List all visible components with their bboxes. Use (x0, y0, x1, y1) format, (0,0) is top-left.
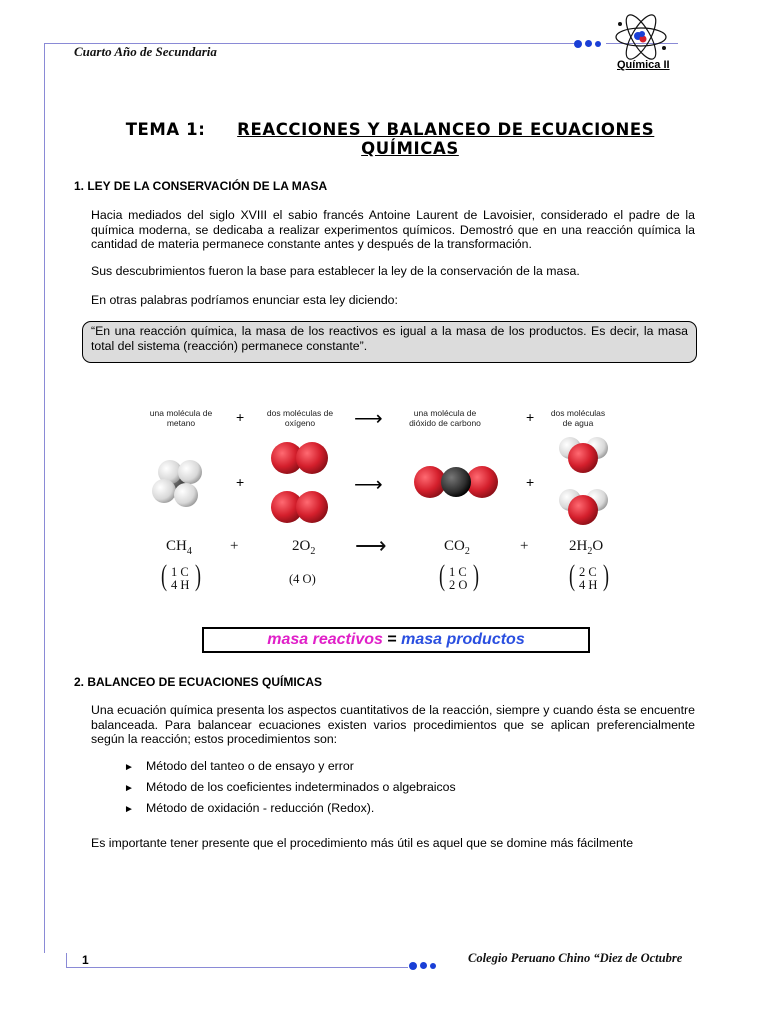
atom-icon (612, 12, 670, 62)
methane-molecule (152, 460, 202, 507)
frame-left-line (44, 43, 45, 953)
count-methane: ( 1 C 4 H ) (161, 559, 201, 592)
count-co2: ( 1 C 2 O ) (439, 559, 479, 592)
law-quote-box: “En una reacción química, la masa de los reactivos es igual a la masa de los productos. Es decir, la masa total del sistema (reacción) permanece constante”. (82, 321, 697, 363)
count-oxygen: (4 O) (289, 572, 316, 586)
formula-oxygen: $2O_2$ (292, 538, 316, 557)
co2-molecule (414, 466, 498, 498)
header-dots (574, 38, 610, 48)
subject-label: Química II (617, 59, 670, 71)
list-item: ► Método del tanteo o de ensayo y error (124, 759, 354, 773)
section1-paragraph3: En otras palabras podríamos enunciar esta ley diciendo: (91, 293, 398, 307)
page-title-line2: QUÍMICAS (361, 139, 459, 158)
mass-products-text: masa productos (401, 631, 525, 648)
mass-reactants-text: masa reactivos (267, 631, 383, 648)
section2-heading: 2. BALANCEO DE ECUACIONES QUÍMICAS (74, 675, 323, 689)
section1-paragraph1: Hacia mediados del siglo XVIII el sabio francés Antoine Laurent de Lavoisier, considerado el padre de la química moderna, se dedicaba a realizar experimentos químicos. Demostró que en una reacción química la cantidad de materia permanece constante antes y después de la transformación. (91, 208, 695, 251)
formula-water: $2H_2O$ (569, 538, 604, 557)
section2-paragraph2: Es importante tener presente que el procedimiento más útil es aquel que se domine más fácilmente (91, 836, 634, 850)
page-number: 1 (82, 953, 89, 967)
molecule-figure (140, 430, 640, 530)
section1-paragraph2: Sus descubrimientos fueron la base para establecer la ley de la conservación de la masa. (91, 264, 580, 278)
section2-paragraph1: Una ecuación química presenta los aspectos cuantitativos de la reacción, siempre y cuando ésta se encuentre balanceada. Para balancear ecuaciones existen varios procedimientos que se aplican preferencialmente según la reacción; estos procedimientos son: (91, 703, 695, 746)
list-item: ► Método de oxidación - reducción (Redox). (124, 801, 375, 815)
title-line1: REACCIONES Y BALANCEO DE ECUACIONES (237, 120, 655, 139)
frame-bottom-corner (66, 953, 67, 967)
school-name: Colegio Peruano Chino “Diez de Octubre (468, 951, 683, 965)
plus-eq-1: + (230, 538, 239, 554)
label-methane: una molécula de metano (149, 408, 213, 428)
count-water: ( 2 C 4 H ) (569, 559, 609, 592)
label-oxygen: dos moléculas de oxígeno (266, 408, 334, 428)
frame-bottom-line (66, 967, 408, 968)
list-item: ► Método de los coeficientes indeterminados o algebraicos (124, 780, 456, 794)
title-prefix: TEMA 1: (125, 120, 206, 139)
section1-heading: 1. LEY DE LA CONSERVACIÓN DE LA MASA (74, 179, 328, 193)
label-co2: una molécula de dióxido de carbono (409, 408, 481, 428)
formula-co2: $CO_2$ (444, 538, 470, 557)
arrow-mid: ⟶ (354, 474, 383, 496)
plus-top-2: + (526, 409, 535, 425)
plus-top-1: + (236, 409, 245, 425)
bullet-marker-icon: ► (124, 783, 134, 794)
footer-dots (409, 961, 445, 971)
bullet-marker-icon: ► (124, 762, 134, 773)
label-water: dos moléculas de agua (550, 408, 606, 428)
page-title (80, 120, 700, 139)
bullet-marker-icon: ► (124, 804, 134, 815)
header-course-label: Cuarto Año de Secundaria (74, 44, 217, 59)
formula-methane: $CH_4$ (166, 538, 192, 557)
mass-equation-box (202, 627, 590, 653)
oxygen-molecules (271, 442, 328, 523)
plus-eq-2: + (520, 538, 529, 554)
plus-mid-1: + (236, 474, 245, 490)
arrow-eq: ⟶ (355, 533, 387, 558)
equals-sign: = (387, 631, 397, 648)
plus-mid-2: + (526, 474, 535, 490)
water-molecules (559, 437, 608, 525)
arrow-top: ⟶ (354, 408, 383, 430)
